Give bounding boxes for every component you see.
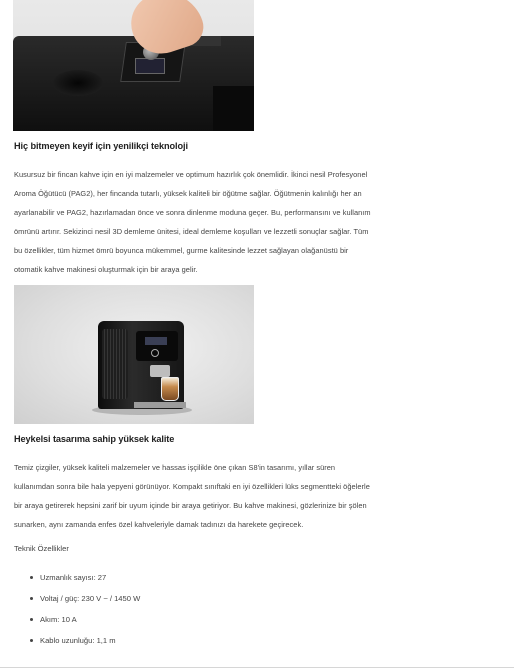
specs-list	[30, 567, 140, 651]
section-heading-design: Heykelsi tasarıma sahip yüksek kalite	[14, 434, 175, 444]
product-image-machine-front	[14, 285, 254, 424]
spec-item: Voltaj / güç: 230 V ~ / 1450 W	[30, 588, 140, 609]
section-paragraph-design	[14, 458, 504, 534]
product-image-control-panel	[13, 0, 254, 131]
paragraph-line: Aroma Öğütücü (PAG2), her fincanda tutarlı, yüksek kaliteli bir öğütme sağlar. Öğütmenin kalınlığı her an	[14, 189, 362, 198]
paragraph-line: sunarken, aynı zamanda enfes özel kahveleriyle damak tadınızı da harekete geçirecek.	[14, 520, 304, 529]
divider	[0, 667, 514, 668]
section-paragraph-technology	[14, 165, 504, 279]
paragraph-line: bu özellikler, tüm hizmet ömrü boyunca mükemmel, gurme kalitesinde lezzet sağlayan olağanüstü bir	[14, 246, 349, 255]
specs-title: Teknik Özellikler	[14, 544, 69, 553]
paragraph-line: ömrünü artırır. Sekizinci nesil 3D demleme ünitesi, ideal demleme koşulları ve lezzetli sonuçlar sağlar. Tüm	[14, 227, 369, 236]
section-heading-technology: Hiç bitmeyen keyif için yenilikçi teknoloji	[14, 141, 188, 151]
spec-item: Uzmanlık sayısı: 27	[30, 567, 140, 588]
paragraph-line: kullanımdan sonra bile hala yepyeni görünüyor. Kompakt sınıftaki en iyi özellikleri lüks segmentteki öğelerle	[14, 482, 370, 491]
paragraph-line: Kusursuz bir fincan kahve için en iyi malzemeler ve optimum hazırlık çok önemlidir. İkinci nesil Profesyonel	[14, 170, 368, 179]
paragraph-line: bir araya getirerek hepsini zarif bir uyum içinde bir araya getiriyor. Bu kahve makinesi, gözlerinize bir şölen	[14, 501, 367, 510]
paragraph-line: otomatik kahve makinesi oluşturmak için bir araya gelir.	[14, 265, 198, 274]
paragraph-line: Temiz çizgiler, yüksek kaliteli malzemeler ve hassas işçilikle öne çıkan S8'in tasarımı, yıllar süren	[14, 463, 336, 472]
paragraph-line: ayarlanabilir ve PAG2, hazırlamadan önce ve sonra dinlenme moduna geçer. Bu, performansını ve kullanım	[14, 208, 371, 217]
spec-item: Akım: 10 A	[30, 609, 140, 630]
spec-item: Kablo uzunluğu: 1,1 m	[30, 630, 140, 651]
